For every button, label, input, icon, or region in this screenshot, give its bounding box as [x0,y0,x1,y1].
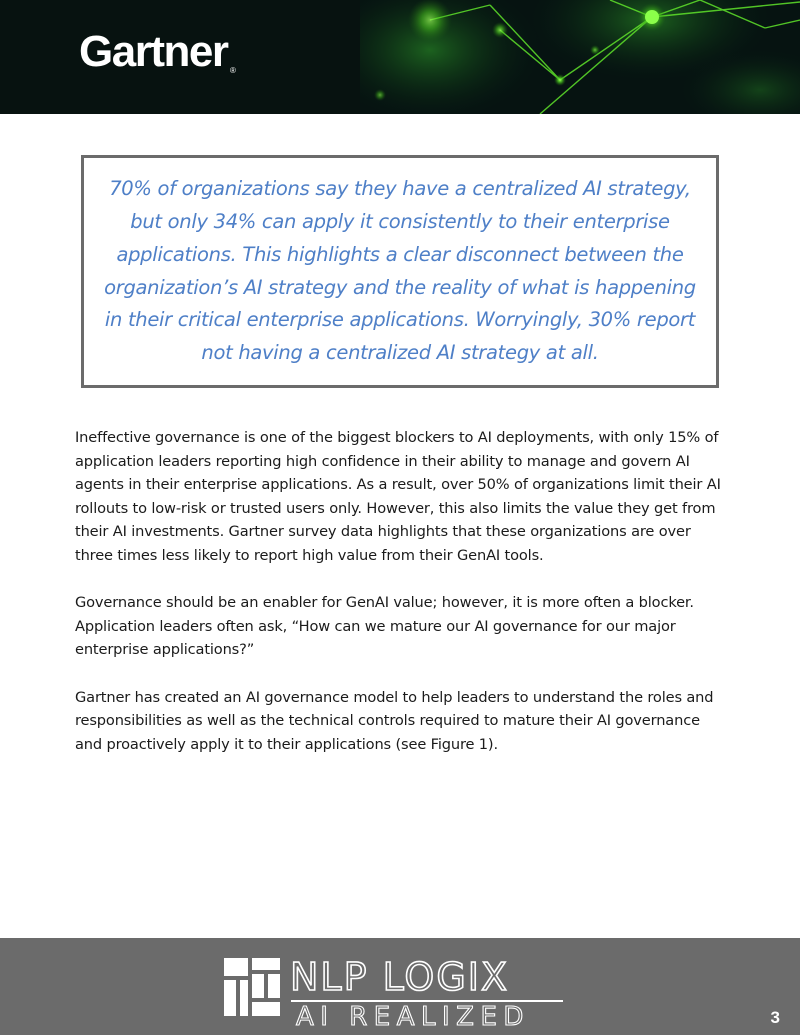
callout-text: 70% of organizations say they have a centralized AI strategy, but only 34% can apply it consistently to their enterprise applications. This highlights a clear disconnect between the organization’s AI strategy and the reality of what is happening in their critical enterprise applications. Worryingly, 30% report not having a centralized AI strategy at all. [104,177,696,365]
callout-box [81,155,719,388]
registered-mark: ® [230,66,236,75]
paragraph: Governance should be an enabler for GenAI value; however, it is more often a blocker. Application leaders often ask, “How can we mature our AI governance for our major enterprise applications?” [75,594,694,658]
paragraph: Gartner has created an AI governance model to help leaders to understand the roles and responsibilities as well as the technical controls required to mature their AI governance and proactively apply it to their applications (see Figure 1). [75,688,714,753]
paragraph: Ineffective governance is one of the biggest blockers to AI deployments, with only 15% of application leaders reporting high confidence in their ability to manage and govern AI agents in their enterprise applications. As a result, over 50% of organizations limit their AI rollouts to low-risk or trusted users only. However, this also limits the value they get from their AI investments. Gartner survey data highlights that these organizations are over three times less likely to report high value from their GenAI tools. [75,429,721,564]
nlp-logix-wordmark: NLP LOGIX [290,955,510,999]
nlp-logix-tagline: AI REALIZED [296,1002,530,1032]
body-content [75,426,725,780]
header-banner [0,0,800,114]
page-number: 3 [770,1008,780,1027]
footer-band [0,938,800,1035]
network-graphic [360,0,800,114]
nlp-logix-mark-icon [224,958,280,1016]
gartner-logo: Gartner [79,27,228,76]
